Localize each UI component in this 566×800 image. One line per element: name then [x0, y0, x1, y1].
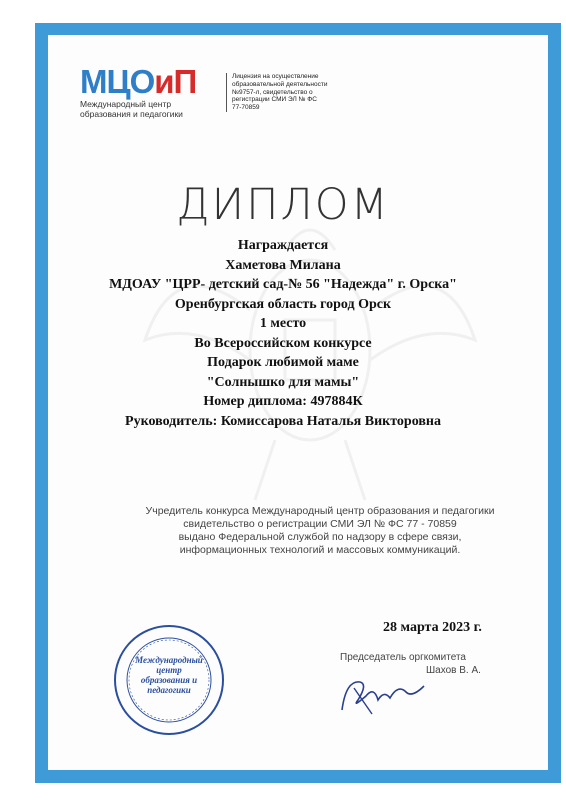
signature-icon [332, 670, 432, 718]
stamp-line: педагогики [147, 685, 191, 695]
logo-subtitle [80, 99, 220, 119]
license-line: образовательной деятельности [232, 80, 328, 88]
issue-date: 28 марта 2023 г. [383, 620, 482, 635]
stamp-text [113, 655, 225, 695]
license-line: Лицензия на осуществление [232, 73, 319, 80]
mcoip-logo [80, 63, 220, 119]
stamp-line: центр [156, 665, 182, 675]
logo-mark-red: иП [154, 63, 197, 100]
supervisor: Руководитель: Комиссарова Наталья Викторовна [125, 413, 441, 429]
founder-line: информационных технологий и массовых коммуникаций. [179, 544, 461, 556]
license-line: регистрации СМИ ЭЛ № ФС [232, 96, 317, 104]
license-line: 77-70859 [232, 104, 260, 112]
diploma-title: ДИПЛОМ [176, 180, 390, 230]
logo-mark-blue: МЦО [80, 63, 155, 100]
organization-name: МДОАУ "ЦРР- детский сад-№ 56 "Надежда" г. Орска" [109, 277, 457, 292]
contest-name: Подарок любимой маме [207, 355, 359, 370]
stamp-line: Международный [135, 655, 203, 665]
logo-mark [80, 63, 220, 100]
logo-subtitle-line: образования и педагогики [80, 109, 183, 119]
license-line: №9757-л, свидетельство о [232, 88, 313, 96]
contest-label: Во Всероссийском конкурсе [194, 335, 372, 351]
diploma-number: Номер диплома: 497884К [203, 394, 363, 409]
award-line: Награждается [237, 238, 329, 253]
award-block [0, 236, 566, 431]
work-title: "Солнышко для мамы" [206, 374, 360, 390]
founder-line: выдано Федеральной службой по надзору в сфере связи, [178, 531, 462, 543]
founder-line: Учредитель конкурса Международный центр образования и педагогики [145, 505, 495, 517]
license-text [226, 73, 372, 112]
founder-line: свидетельство о регистрации СМИ ЭЛ № ФС 77 - 70859 [183, 518, 457, 530]
recipient-name: Хаметова Милана [225, 257, 341, 273]
place: 1 место [259, 316, 307, 331]
logo-subtitle-line: Международный центр [80, 99, 172, 109]
chair-label: Председатель оргкомитета [340, 652, 466, 663]
location: Оренбургская область город Орск [174, 296, 392, 312]
chair-name: Шахов В. А. [426, 665, 481, 676]
founder-info [100, 505, 540, 557]
stamp-line: образования и [140, 675, 198, 685]
